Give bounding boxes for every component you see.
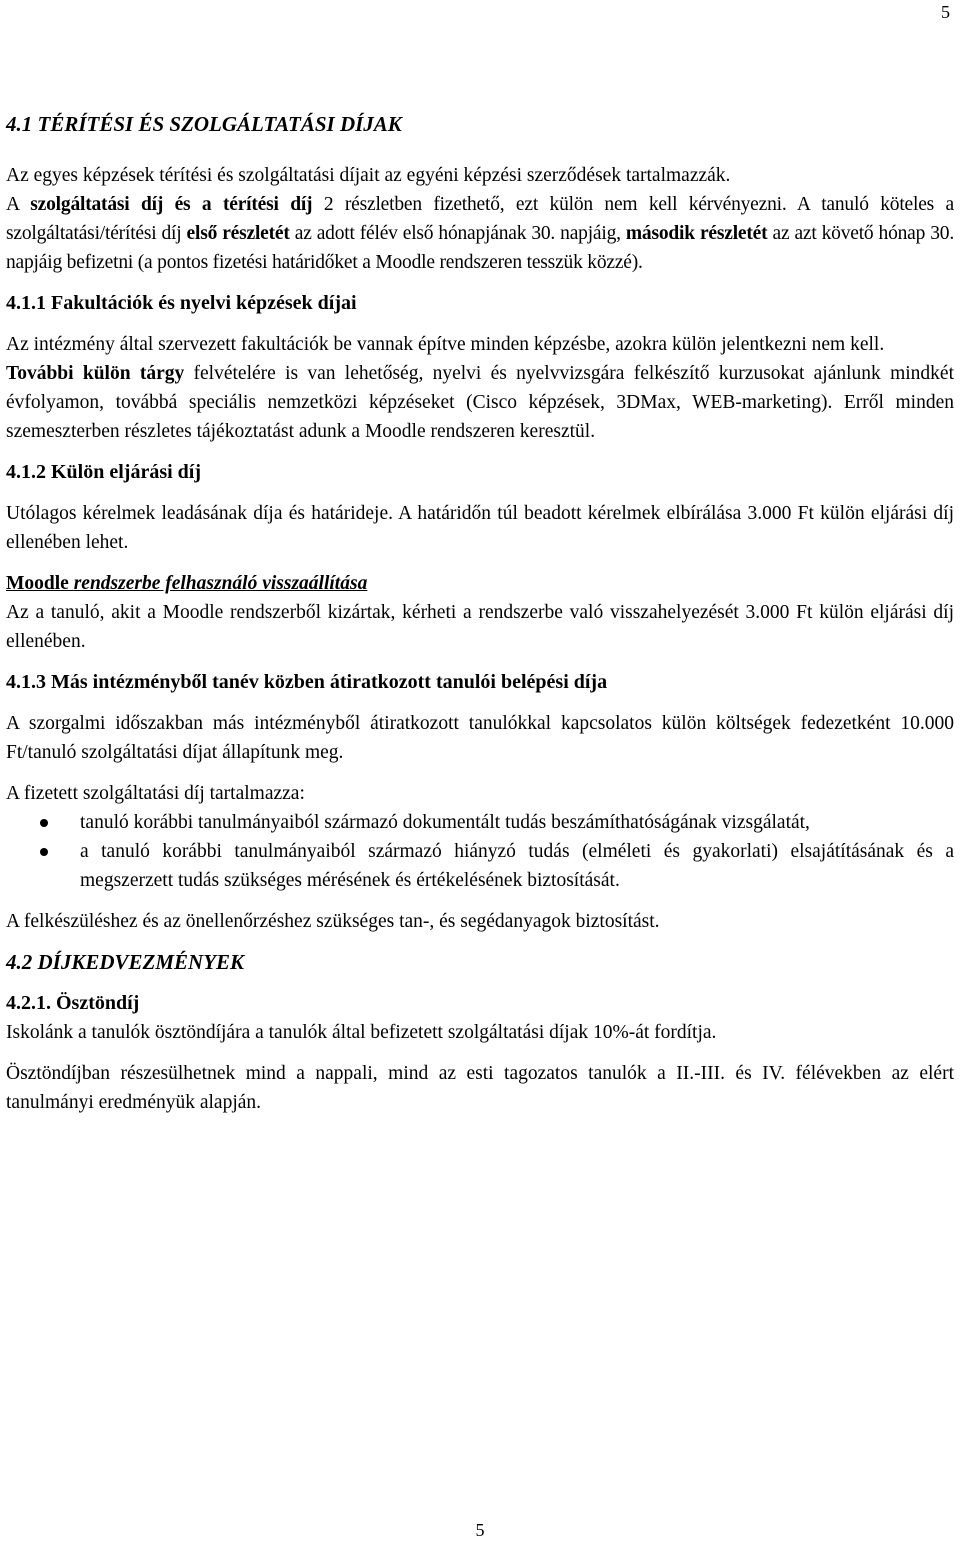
section-heading-4-2-1: 4.2.1. Ösztöndíj xyxy=(6,992,140,1014)
paragraph-utolagos-kerelmek: Utólagos kérelmek leadásának díja és határideje. A határidőn túl beadott kérelmek elbírálása 3.000 Ft külön eljárási díj ellenében lehet. xyxy=(6,503,954,553)
section-heading-4-1: 4.1 TÉRÍTÉSI ÉS SZOLGÁLTATÁSI DÍJAK xyxy=(6,112,402,136)
paragraph-atiratkozott: A szorgalmi időszakban más intézményből átiratkozott tanulókkal kapcsolatos külön költségek fedezetként 10.000 Ft/tanuló szolgáltatási díjat állapítunk meg. xyxy=(6,713,954,763)
list-item: a tanuló korábbi tanulmányaiból származó hiányzó tudás (elméleti és gyakorlati) elsajátításának és a megszerzett tudás szükséges mérésének és értékelésének biztosítását. xyxy=(6,837,954,895)
section-heading-4-2: 4.2 DÍJKEDVEZMÉNYEK xyxy=(6,950,245,974)
section-heading-4-1-3: 4.1.3 Más intézményből tanév közben átiratkozott tanulói belépési díja xyxy=(6,671,608,693)
page-number-top: 5 xyxy=(941,2,950,22)
paragraph-intro: Az egyes képzések térítési és szolgáltatási díjait az egyéni képzési szerződések tartalmazzák. xyxy=(6,165,731,186)
document-body xyxy=(6,110,954,1117)
subtitle-moodle-visszaallitas: Moodle rendszerbe felhasználó visszaállítása xyxy=(6,573,368,594)
bullet-icon xyxy=(40,819,48,827)
page-number-bottom: 5 xyxy=(475,1520,485,1540)
section-heading-4-1-1: 4.1.1 Fakultációk és nyelvi képzések díjai xyxy=(6,292,357,314)
paragraph-kulon-targy: További külön tárgy felvételére is van lehetőség, nyelvi és nyelvvizsgára felkészítő kurzusokat ajánlunk mindkét évfolyamon, továbbá speciális nemzetközi képzéseket (Cisco képzések, 3DMax, WEB-marketing). Erről minden szemeszterben részletes tájékoztatást adunk a Moodle rendszeren keresztül. xyxy=(6,363,954,442)
bullet-list xyxy=(6,808,954,895)
paragraph-fakultaciok: Az intézmény által szervezett fakultációk be vannak építve minden képzésbe, azokra külön jelentkezni nem kell. xyxy=(6,334,885,355)
paragraph-felkeszules: A felkészüléshez és az önellenőrzéshez szükséges tan-, és segédanyagok biztosítást. xyxy=(6,911,660,932)
paragraph-moodle-visszaallitas: Az a tanuló, akit a Moodle rendszerből kizártak, kérheti a rendszerbe való visszahelyezését 3.000 Ft külön eljárási díj ellenében. xyxy=(6,602,954,652)
list-item: tanuló korábbi tanulmányaiból származó dokumentált tudás beszámíthatóságának vizsgálatát, xyxy=(6,808,954,837)
paragraph-payment-terms: A szolgáltatási díj és a térítési díj 2 részletben fizethető, ezt külön nem kell kérvényezni. A tanuló köteles a szolgáltatási/térítési díj első részletét az adott félév első hónapjának 30. napjáig, második részletét az azt követő hónap 30. napjáig befizetni (a pontos fizetési határidőket a Moodle rendszeren tesszük közzé). xyxy=(6,194,955,273)
bullet-icon xyxy=(40,848,48,856)
paragraph-osztondij-forras: Iskolánk a tanulók ösztöndíjára a tanulók által befizetett szolgáltatási díjak 10%-át fordítja. xyxy=(6,1022,717,1043)
paragraph-osztondij-jogosultsag: Ösztöndíjban részesülhetnek mind a nappali, mind az esti tagozatos tanulók a II.-III. és IV. félévekben az elért tanulmányi eredményük alapján. xyxy=(6,1063,954,1113)
paragraph-dij-tartalmazza: A fizetett szolgáltatási díj tartalmazza: xyxy=(6,783,305,804)
section-heading-4-1-2: 4.1.2 Külön eljárási díj xyxy=(6,461,202,483)
